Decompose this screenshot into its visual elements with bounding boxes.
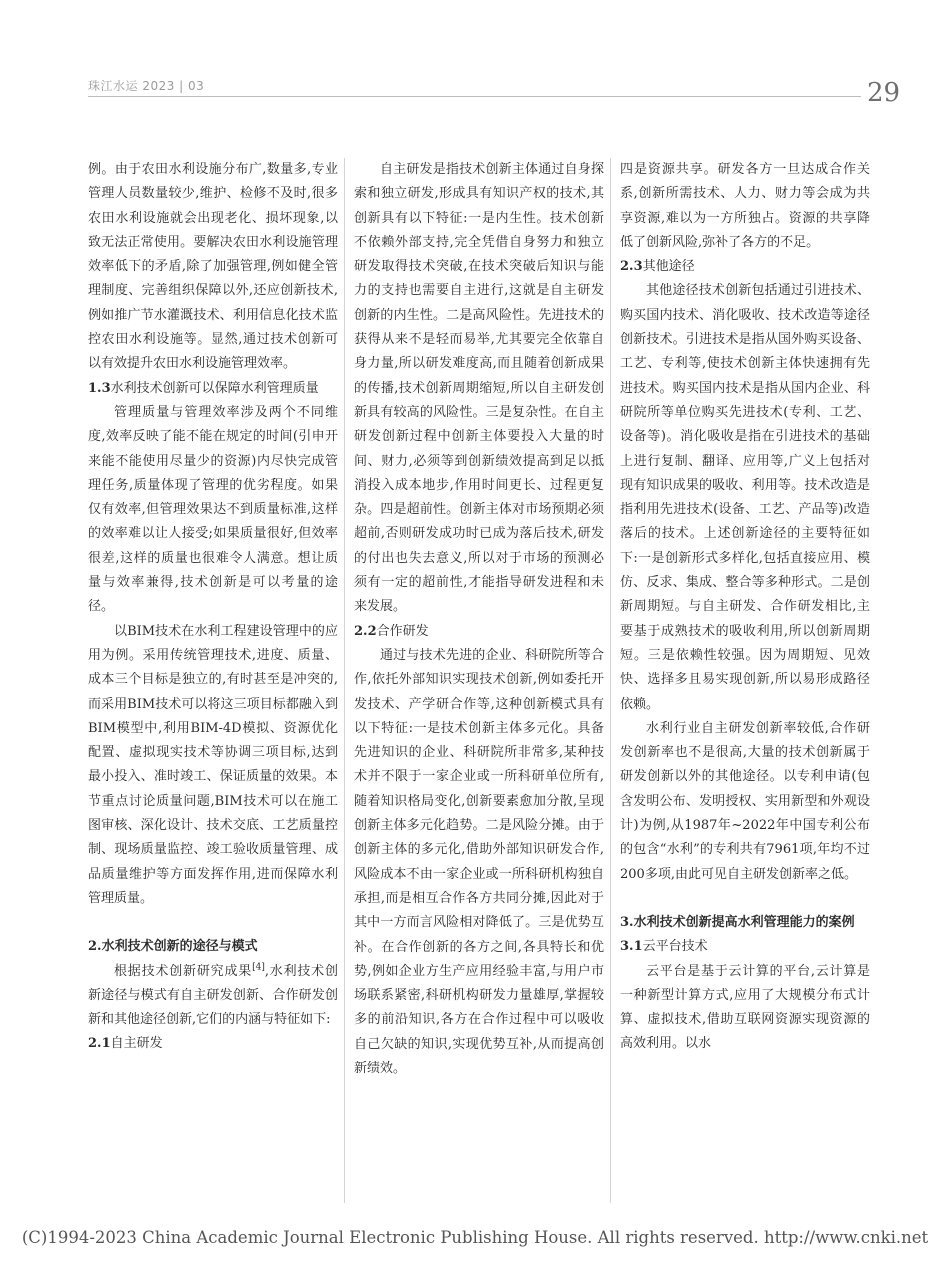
paragraph: 管理质量与管理效率涉及两个不同维度,效率反映了能不能在规定的时间(引申开来能不能使用尽量少的资源)内尽快完成管理任务,质量体现了管理的优劣程度。如果仅有效率,但管理效果达不到质量标准,这样的效率难以让人接受;如果质量很好,但效率很差,这样的质量也很难令人满意。想让质量与效率兼得,技术创新是可以考量的途径。 <box>88 404 338 615</box>
paragraph: 四是资源共享。研发各方一旦达成合作关系,创新所需技术、人力、财力等会成为共享资源,难以为一方所独占。资源的共享降低了创新风险,弥补了各方的不足。 <box>620 162 870 250</box>
paragraph: 水利行业自主研发创新率较低,合作研发创新率也不是很高,大量的技术创新属于研发创新以外的其他途径。以专利申请(包含发明公布、发明授权、实用新型和外观设计)为例,从1987年~2022年中国专利公布的包含“水利”的专利共有7961项,年均不过200多项,由此可见自主研发创新率之低。 <box>620 720 870 882</box>
section-heading-2-2 <box>354 620 604 644</box>
column-divider-1 <box>344 158 345 1203</box>
paragraph: 例。由于农田水利设施分布广,数量多,专业管理人员数量较少,维护、检修不及时,很多农田水利设施就会出现老化、损坏现象,以致无法正常使用。要解决农田水利设施管理效率低下的矛盾,除了加强管理,例如健全管理制度、完善组织保障以外,还应创新技术,例如推广节水灌溉技术、利用信息化技术监控农田水利设施等。显然,通过技术创新可以有效提升农田水利设施管理效率。 <box>88 162 338 372</box>
section-heading-2: 2.水利技术创新的途径与模式 <box>88 939 258 955</box>
section-title: 合作研发 <box>376 623 429 639</box>
section-heading-2-3 <box>620 255 870 279</box>
column-1 <box>88 158 338 1057</box>
section-number: 1.3 <box>88 380 111 396</box>
header-rule <box>88 96 861 97</box>
section-heading-2-1 <box>88 1032 338 1056</box>
paragraph: 以BIM技术在水利工程建设管理中的应用为例。采用传统管理技术,进度、质量、成本三个目标是独立的,有时甚至是冲突的,而采用BIM技术可以将这三项目标都融入到BIM模型中,利用BIM-4D模拟、资源优化配置、虚拟现实技术等协调三项目标,达到最小投入、准时竣工、保证质量的效果。本节重点讨论质量问题,BIM技术可以在施工图审核、深化设计、技术交底、工艺质量控制、现场质量监控、竣工验收质量管理、成品质量维护等方面发挥作用,进而保障水利管理质量。 <box>88 623 338 906</box>
column-divider-2 <box>610 158 611 1203</box>
section-number: 2.3 <box>620 259 643 275</box>
section-heading-1-3 <box>88 377 338 401</box>
column-2 <box>354 158 604 1081</box>
paragraph: 其他途径技术创新包括通过引进技术、购买国内技术、消化吸收、技术改造等途径创新技术。引进技术是指从国外购买设备、工艺、专利等,使技术创新主体快速拥有先进技术。购买国内技术是指从国内企业、科研院所等单位购买先进技术(专利、工艺、设备等)。消化吸收是指在引进技术的基础上进行复制、翻译、应用等,广义上包括对现有知识成果的吸收、利用等。技术改造是指利用先进技术(设备、工艺、产品等)改造落后的技术。上述创新途径的主要特征如下:一是创新形式多样化,包括直接应用、模仿、反求、集成、整合等多种形式。二是创新周期短。与自主研发、合作研发相比,主要基于成熟技术的吸收利用,所以创新周期短。三是依赖性较强。因为周期短、见效快、选择多且易实现创新,所以易形成路径依赖。 <box>620 283 870 712</box>
journal-header: 珠江水运 2023 | 03 <box>88 79 205 93</box>
paragraph: 自主研发是指技术创新主体通过自身探索和独立研发,形成具有知识产权的技术,其创新具有以下特征:一是内生性。技术创新不依赖外部支持,完全凭借自身努力和独立研发取得技术突破,在技术突破后知识与能力的支持也需要自主进行,这就是自主研发创新的内生性。二是高风险性。先进技术的获得从来不是轻而易举,尤其要完全依靠自身力量,所以研发难度高,而且随着创新成果的传播,技术创新周期缩短,所以自主研发创新具有较高的风险性。三是复杂性。在自主研发创新过程中创新主体要投入大量的时间、财力,必须等到创新绩效提高到足以抵消投入成本地步,作用时间更长、过程更复杂。四是超前性。创新主体对市场预期必须超前,否则研发成功时已成为落后技术,研发的付出也失去意义,所以对于市场的预测必须有一定的超前性,才能指导研发进程和未来发展。 <box>354 162 604 615</box>
section-title: 其他途径 <box>642 259 695 275</box>
spacer <box>620 887 870 911</box>
paragraph: 通过与技术先进的企业、科研院所等合作,依托外部知识实现技术创新,例如委托开发技术、产学研合作等,这种创新模式具有以下特征:一是技术创新主体多元化。具备先进知识的企业、科研院所非常多,某种技术并不限于一家企业或一所科研单位所有,随着知识格局变化,创新要素愈加分散,呈现创新主体多元化趋势。二是风险分摊。由于创新主体的多元化,借助外部知识研发合作,风险成本不由一家企业或一所科研机构独自承担,而是相互合作各方共同分摊,因此对于其中一方而言风险相对降低了。三是优势互补。在合作创新的各方之间,各具特长和优势,例如企业方生产应用经验丰富,与用户市场联系紧密,科研机构研发力量雄厚,掌握较多的前沿知识,各方在合作过程中可以吸收自己欠缺的知识,实现优势互补,从而提高创新绩效。 <box>354 647 604 1076</box>
column-3 <box>620 158 870 1057</box>
section-title: 水利技术创新可以保障水利管理质量 <box>110 380 319 396</box>
text-run: 根据技术创新研究成果 <box>114 963 253 979</box>
section-heading-3: 3.水利技术创新提高水利管理能力的案例 <box>620 914 855 930</box>
copyright-footer: (C)1994-2023 China Academic Journal Electronic Publishing House. All rights reserved. http://www.cnki.net <box>21 1228 929 1247</box>
section-title: 云平台技术 <box>642 939 708 955</box>
page-number: 29 <box>867 78 901 108</box>
paragraph: 云平台是基于云计算的平台,云计算是一种新型计算方式,应用了大规模分布式计算、虚拟技术,借助互联网资源实现资源的高效利用。以水 <box>620 963 870 1052</box>
citation-ref[interactable]: [4] <box>252 962 265 973</box>
section-title: 自主研发 <box>110 1036 163 1052</box>
section-heading-3-1 <box>620 935 870 959</box>
section-number: 2.1 <box>88 1036 111 1052</box>
section-number: 2.2 <box>354 623 377 639</box>
section-number: 3.1 <box>620 939 643 955</box>
text-run: ,水利技术创新途径与模式有自主研发创新、合作研发创新和其他途径创新,它们的内涵与特征如下: <box>88 963 338 1028</box>
spacer <box>88 911 338 935</box>
paragraph <box>88 960 338 1033</box>
